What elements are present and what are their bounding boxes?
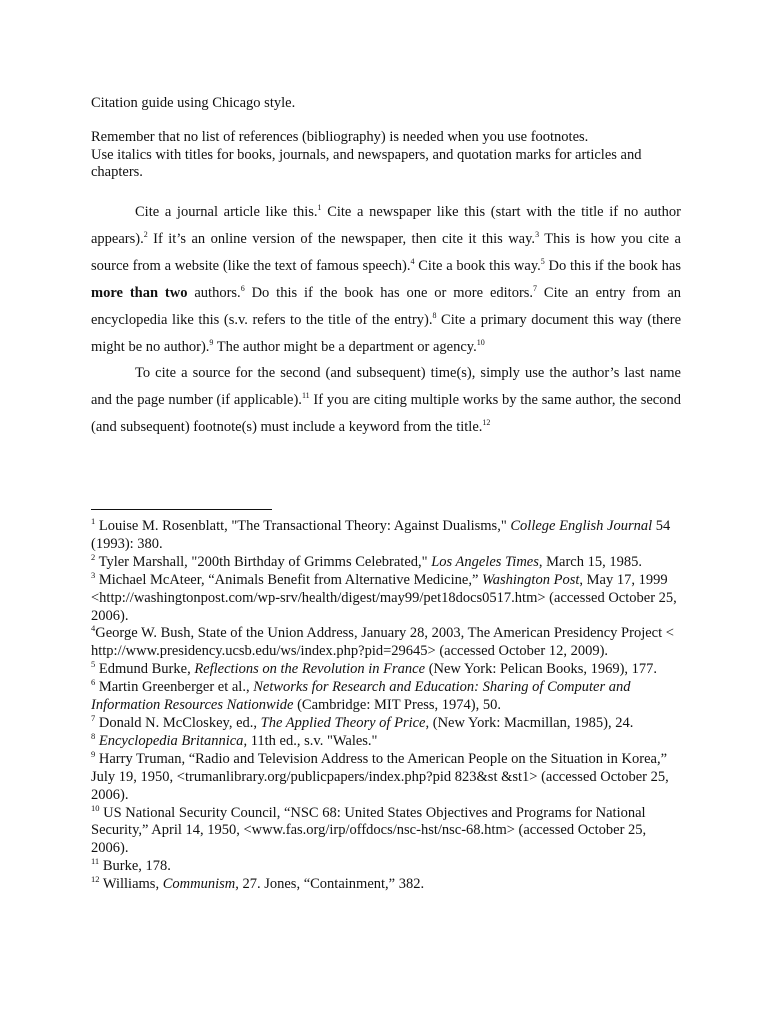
- footnote-title: Washington Post: [482, 571, 580, 588]
- footnote-text: , March 15, 1985.: [538, 553, 642, 570]
- footnote-11: [91, 858, 683, 876]
- footnote-text: Edmund Burke,: [95, 661, 195, 678]
- footnote-10: [91, 802, 683, 859]
- sentence: If it’s an online version of the newspaper, then cite it this way.: [147, 230, 536, 247]
- body-text: [91, 199, 681, 441]
- footnote-text: Tyler Marshall, "200th Birthday of Grimms Celebrated,": [95, 553, 432, 570]
- footnote-ref-10[interactable]: 10: [476, 337, 485, 347]
- footnote-number: 7: [91, 713, 96, 724]
- footnote-ref-1[interactable]: 1: [317, 203, 322, 213]
- sentence: Cite a book this way.: [414, 257, 541, 274]
- intro-line-2: Use italics with titles for books, journals, and newspapers, and quotation marks for articles and chapters.: [91, 146, 642, 180]
- footnote-text: Donald N. McCloskey, ed.,: [95, 714, 261, 731]
- footnote-number: 6: [91, 677, 96, 688]
- footnote-6: [91, 679, 683, 715]
- sentence: Cite a primary document this way (there might be no author).: [91, 311, 682, 355]
- footnote-9: [91, 748, 683, 805]
- footnote-ref-5[interactable]: 5: [540, 256, 545, 266]
- footnote-ref-9[interactable]: 9: [209, 337, 214, 347]
- footnote-text: , (New York: Macmillan, 1985), 24.: [425, 714, 634, 731]
- footnote-ref-12[interactable]: 12: [482, 418, 491, 428]
- footnote-number: 2: [91, 551, 96, 562]
- footnote-text: Michael McAteer, “Animals Benefit from Alternative Medicine,”: [95, 571, 483, 588]
- footnote-7: [91, 715, 683, 733]
- footnote-ref-2[interactable]: 2: [143, 230, 148, 240]
- footnote-ref-3[interactable]: 3: [535, 230, 540, 240]
- paragraph-2: [91, 360, 681, 441]
- sentence: Cite a newspaper like this (start with the title if no author appears).: [91, 204, 682, 247]
- footnotes: [91, 518, 683, 894]
- intro-text: [91, 129, 681, 182]
- paragraph-1: [91, 199, 681, 360]
- footnote-number: 10: [91, 802, 100, 813]
- footnote-2: [91, 551, 683, 572]
- footnote-text: , May 17, 1999 <http://washingtonpost.com/wp-srv/health/digest/may99/pet18docs0517.htm> (accessed October 25, 2006).: [91, 571, 677, 624]
- footnote-title: Reflections on the Revolution in France: [194, 661, 426, 678]
- footnote-text: (New York: Pelican Books, 1969), 177.: [425, 661, 658, 678]
- footnote-text: Williams,: [99, 876, 163, 893]
- footnote-text: 54 (1993): 380.: [91, 518, 671, 552]
- footnote-text: , 27. Jones, “Containment,” 382.: [235, 876, 425, 893]
- footnote-ref-11[interactable]: 11: [301, 391, 310, 401]
- bold-phrase: more than two: [91, 284, 188, 301]
- sentence: Cite a journal article like this.: [135, 204, 318, 220]
- footnote-title: The Applied Theory of Price: [260, 714, 426, 731]
- intro-line-1: Remember that no list of references (bibliography) is needed when you use footnotes.: [91, 129, 589, 145]
- footnote-title: Los Angeles Times: [431, 553, 539, 570]
- sentence: If you are citing multiple works by the same author, the second (and subsequent) footnote(s) must include a keyword from the title.: [91, 392, 681, 436]
- footnote-title: Communism: [162, 876, 236, 893]
- footnote-text: Martin Greenberger et al.,: [95, 679, 254, 696]
- footnote-title: Networks for Research and Education: Sharing of Computer and Information Resources Nationwide: [91, 679, 631, 714]
- footnote-8: [91, 733, 683, 751]
- footnote-text: Harry Truman, “Radio and Television Address to the American People on the Situation in Korea,” July 19, 1950, <trumanlibrary.org/publicpapers/index.php?pid 823&st &st1> (accessed October 25, 2006).: [91, 750, 669, 803]
- footnote-12: [91, 876, 683, 894]
- footnote-text: US National Security Council, “NSC 68: United States Objectives and Programs for National Security,” April 14, 1950, <www.fas.org/irp/offdocs/nsc-hst/nsc-68.htm> (accessed October 25, 2006).: [91, 804, 647, 857]
- footnote-ref-8[interactable]: 8: [432, 310, 437, 320]
- footnote-text: Louise M. Rosenblatt, "The Transactional Theory: Against Dualisms,": [95, 518, 511, 534]
- sentence: This is how you cite a source from a website (like the text of famous speech).: [91, 230, 681, 274]
- sentence: To cite a source for the second (and subsequent) time(s), simply use the author’s last name and the page number (if applicable).: [91, 365, 681, 409]
- footnote-number: 4: [91, 623, 96, 634]
- footnote-5: [91, 661, 683, 679]
- footnote-ref-4[interactable]: 4: [410, 256, 415, 266]
- sentence: authors.: [187, 284, 241, 301]
- footnote-1: [91, 518, 683, 554]
- footnote-4: [91, 625, 683, 661]
- footnote-title: Encyclopedia Britannica: [98, 732, 244, 749]
- footnote-number: 12: [91, 874, 100, 885]
- footnote-ref-6[interactable]: 6: [240, 283, 245, 293]
- footnote-text: Burke, 178.: [99, 858, 171, 875]
- footnote-separator: [91, 509, 272, 510]
- footnote-number: 3: [91, 569, 96, 580]
- sentence: Do this if the book has one or more editors.: [244, 284, 534, 301]
- page-title: Citation guide using Chicago style.: [91, 95, 296, 111]
- footnote-number: 11: [91, 856, 100, 867]
- footnote-number: 9: [91, 748, 96, 759]
- footnote-text: , 11th ed., s.v. "Wales.": [243, 732, 378, 749]
- sentence: Do this if the book has: [544, 257, 681, 274]
- footnote-ref-7[interactable]: 7: [533, 283, 538, 293]
- footnote-number: 1: [91, 516, 96, 527]
- footnote-number: 5: [91, 659, 96, 670]
- footnote-title: College English Journal: [510, 518, 653, 534]
- footnote-text: George W. Bush, State of the Union Address, January 28, 2003, The American Presidency Project < http://www.presidency.ucsb.edu/ws/index.php?pid=29645> (accessed October 12, 2009).: [91, 625, 674, 660]
- sentence: Cite an entry from an encyclopedia like this (s.v. refers to the title of the entry).: [91, 284, 682, 328]
- sentence: The author might be a department or agency.: [213, 338, 477, 355]
- footnote-text: (Cambridge: MIT Press, 1974), 50.: [293, 697, 501, 714]
- footnote-3: [91, 569, 683, 626]
- footnote-number: 8: [91, 731, 96, 742]
